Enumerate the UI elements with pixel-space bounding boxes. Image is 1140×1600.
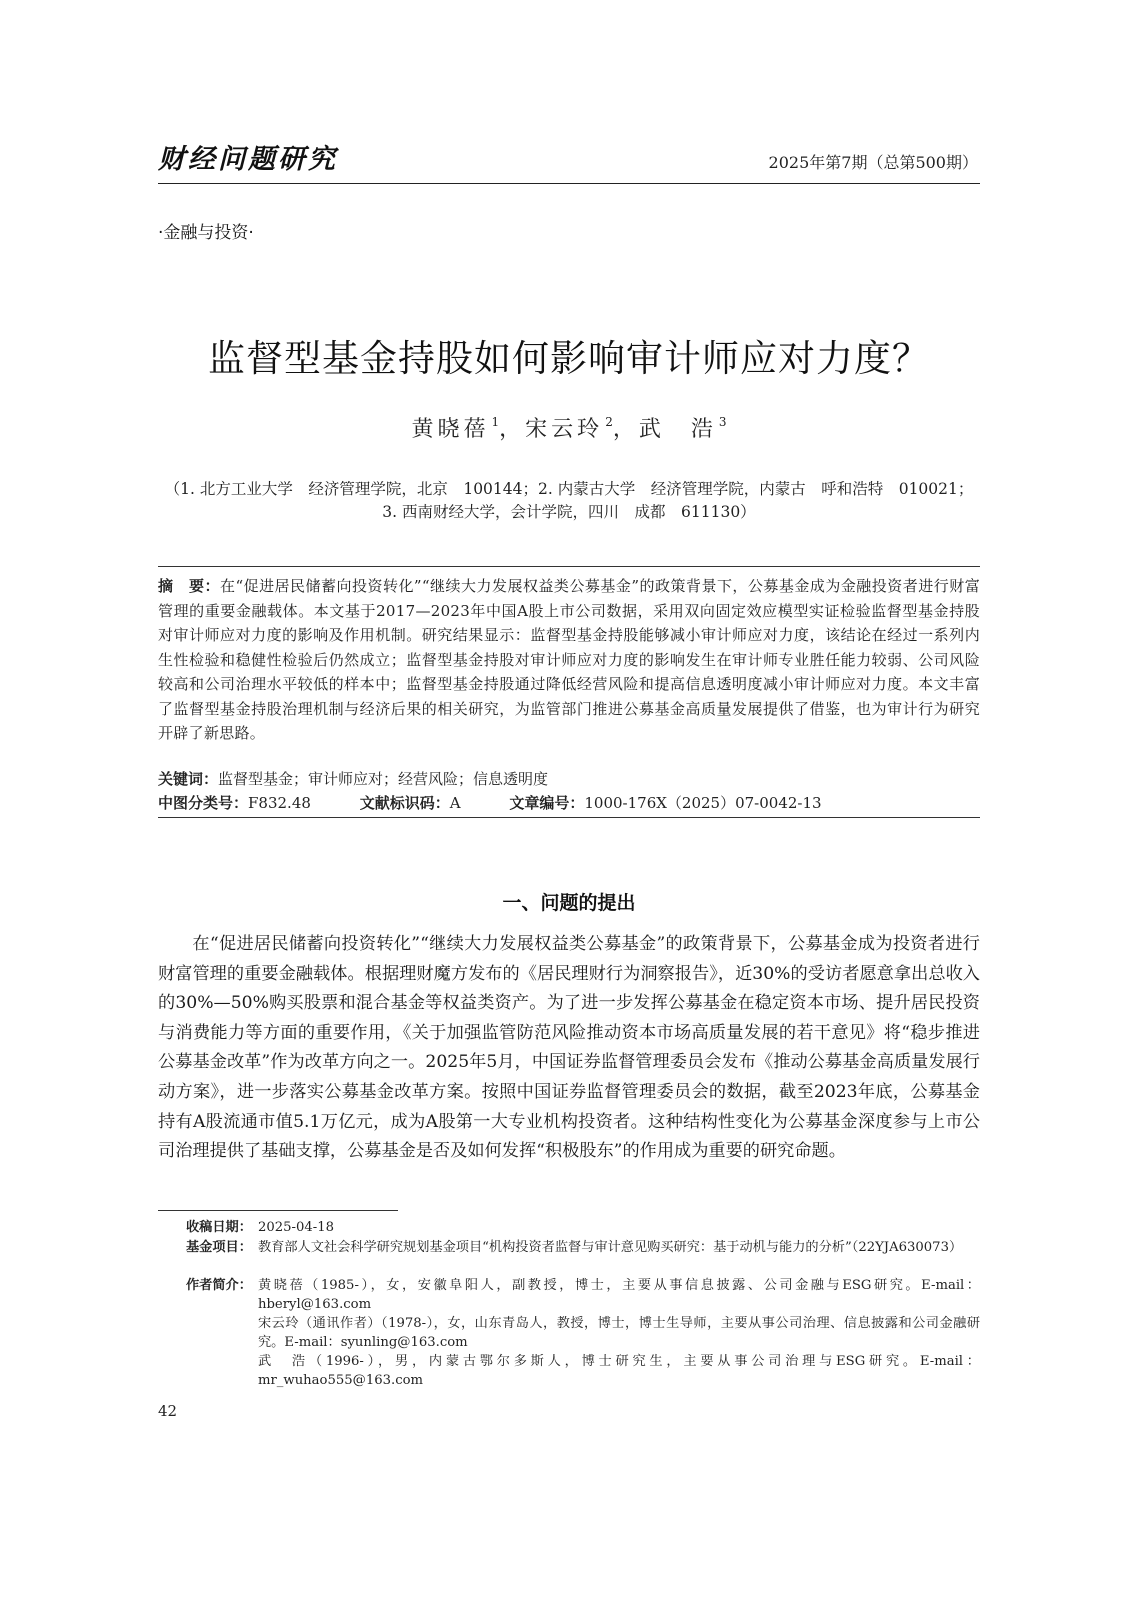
- clc-label: 中图分类号：: [158, 794, 249, 812]
- column-label: ·金融与投资·: [158, 223, 254, 243]
- header-divider: [158, 183, 980, 184]
- fund-value: 教育部人文社会科学研究规划基金项目“机构投资者监督与审计意见购买研究：基于动机与能力的分析”（22YJA630073）: [258, 1240, 963, 1255]
- author-name: 黄晓蓓: [411, 417, 490, 442]
- author-separator: ，: [612, 417, 639, 442]
- abstract-text: 在“促进居民储蓄向投资转化”“继续大力发展权益类公募基金”的政策背景下，公募基金成为金融投资者进行财富管理的重要金融载体。本文基于2017—2023年中国A股上市公司数据，采用双向固定效应模型实证检验监督型基金持股对审计师应对力度的影响及作用机制。研究结果显示：监督型基金持股能够减小审计师应对力度，该结论在经过一系列内生性检验和稳健性检验后仍然成立；监督型基金持股对审计师应对力度的影响发生在审计师专业胜任能力较弱、公司风险较高和公司治理水平较低的样本中；监督型基金持股通过降低经营风险和提高信息透明度减小审计师应对力度。本文丰富了监督型基金持股治理机制与经济后果的相关研究，为监管部门推进公募基金高质量发展提供了借鉴，也为审计行为研究开辟了新思路。: [158, 577, 981, 742]
- classification-info: [158, 792, 980, 813]
- received-date-value: 2025-04-18: [258, 1220, 335, 1235]
- author-affiliation-mark: 1: [491, 415, 500, 429]
- author-bio: 宋云玲（通讯作者）（1978-），女，山东青岛人，教授，博士，博士生导师，主要从事公司治理、信息披露和公司金融研究。E-mail：syunling@163.com: [258, 1316, 980, 1350]
- author-list: [158, 412, 980, 443]
- article-title: 监督型基金持股如何影响审计师应对力度？: [208, 337, 930, 380]
- author-name: 宋云玲: [525, 417, 604, 442]
- footnote-divider: [158, 1210, 398, 1211]
- keywords: [158, 768, 980, 789]
- author-affiliation-mark: 3: [718, 415, 727, 429]
- affiliation-line: （1. 北方工业大学 经济管理学院，北京 100144；2. 内蒙古大学 经济管理学院，内蒙古 呼和浩特 010021；: [164, 480, 974, 498]
- abstract: [158, 574, 980, 746]
- author-bio: 黄晓蓓（1985-），女，安徽阜阳人，副教授，博士，主要从事信息披露、公司金融与ESG研究。E-mail：hberyl@163.com: [258, 1278, 980, 1312]
- keywords-text: 监督型基金；审计师应对；经营风险；信息透明度: [218, 770, 549, 788]
- author-name: 武 浩: [638, 417, 717, 442]
- author-bio: 武 浩（1996-），男，内蒙古鄂尔多斯人，博士研究生，主要从事公司治理与ESG研究。E-mail：mr_wuhao555@163.com: [258, 1354, 980, 1388]
- keywords-label: 关键词：: [158, 770, 219, 788]
- doc-code-label: 文献标识码：: [359, 794, 450, 812]
- author-separator: ，: [499, 417, 526, 442]
- body-paragraph: 在“促进居民储蓄向投资转化”“继续大力发展权益类公募基金”的政策背景下，公募基金成为投资者进行财富管理的重要金融载体。根据理财魔方发布的《居民理财行为洞察报告》，近30%的受访者愿意拿出总收入的30%—50%购买股票和混合基金等权益类资产。为了进一步发挥公募基金在稳定资本市场、提升居民投资与消费能力等方面的重要作用，《关于加强监管防范风险推动资本市场高质量发展的若干意见》将“稳步推进公募基金改革”作为改革方向之一。2025年5月，中国证券监督管理委员会发布《推动公募基金高质量发展行动方案》，进一步落实公募基金改革方案。按照中国证券监督管理委员会的数据，截至2023年底，公募基金持有A股流通市值5.1万亿元，成为A股第一大专业机构投资者。这种结构性变化为公募基金深度参与上市公司治理提供了基础支撑，公募基金是否及如何发挥“积极股东”的作用成为重要的研究命题。: [158, 934, 980, 1162]
- affiliation-line: 3. 西南财经大学，会计学院，四川 成都 611130）: [382, 503, 756, 521]
- doc-code-value: A: [449, 794, 461, 812]
- received-date-label: 收稿日期：: [186, 1220, 252, 1235]
- abstract-label: 摘 要：: [158, 577, 220, 595]
- author-affiliation-mark: 2: [605, 415, 613, 429]
- author-bio-label: 作者简介：: [186, 1278, 252, 1293]
- issue-info: 2025年第7期（总第500期）: [768, 153, 978, 172]
- article-number-label: 文章编号：: [509, 794, 585, 812]
- section-heading: 一、问题的提出: [502, 892, 636, 914]
- article-number-value: 1000-176X（2025）07-0042-13: [584, 794, 822, 812]
- clc-value: F832.48: [248, 794, 311, 812]
- abstract-top-rule: [158, 566, 980, 567]
- journal-logo: 财经问题研究: [158, 144, 338, 175]
- fund-label: 基金项目：: [186, 1240, 252, 1255]
- abstract-bottom-rule: [158, 817, 980, 818]
- page-number: 42: [158, 1402, 178, 1420]
